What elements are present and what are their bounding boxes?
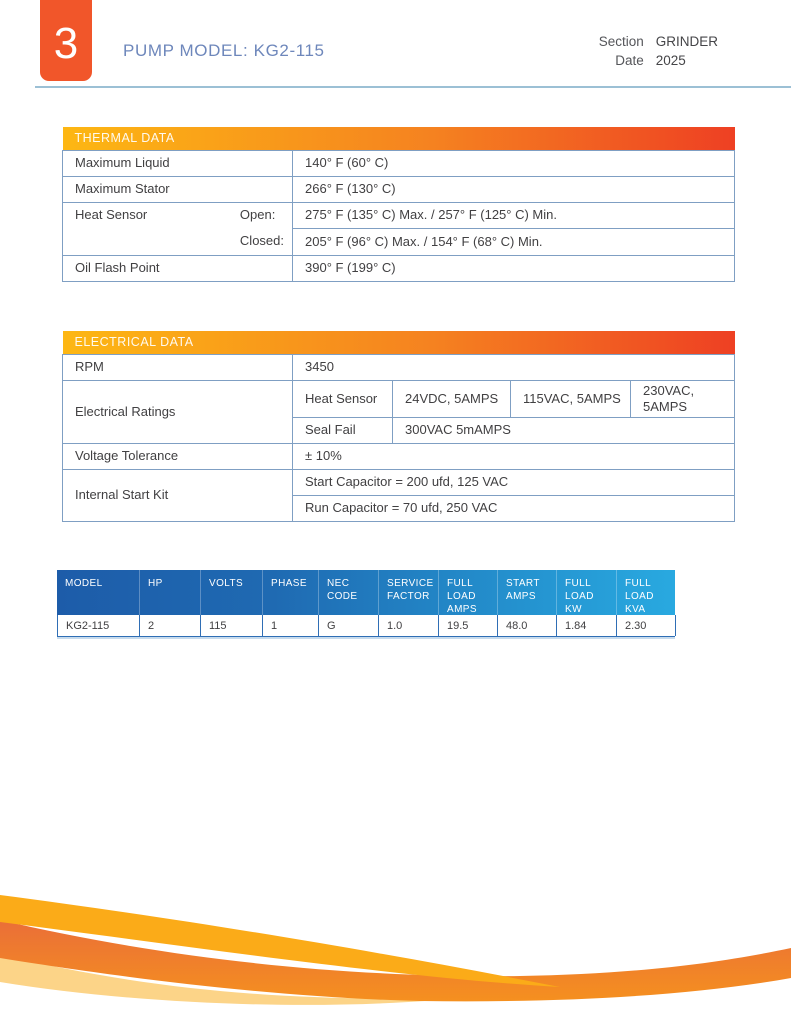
thermal-data-table bbox=[62, 127, 735, 282]
header-meta bbox=[599, 33, 718, 70]
open-label: Open: bbox=[239, 207, 276, 223]
oil-flash-label: Oil Flash Point bbox=[63, 255, 293, 281]
seal-fail-label: Seal Fail bbox=[293, 418, 393, 444]
column-header-model: MODEL bbox=[65, 578, 103, 589]
column-header-service-factor: SERVICE FACTOR bbox=[378, 570, 438, 615]
max-stator-label: Maximum Stator bbox=[63, 176, 293, 202]
start-capacitor-value: Start Capacitor = 200 ufd, 125 VAC bbox=[293, 470, 735, 496]
table-row bbox=[63, 176, 735, 202]
oil-flash-value: 390° F (199° C) bbox=[293, 255, 735, 281]
max-liquid-label: Maximum Liquid bbox=[63, 150, 293, 176]
table-row bbox=[63, 255, 735, 281]
column-header-full-load-kva: FULL LOAD KVA bbox=[616, 570, 675, 615]
volts-value: 115 bbox=[201, 615, 263, 636]
date-label: Date bbox=[615, 53, 644, 69]
table-row bbox=[63, 444, 735, 470]
heat-sensor-rating-2: 115VAC, 5AMPS bbox=[511, 380, 631, 418]
full-load-amps-value: 19.5 bbox=[439, 615, 498, 636]
table-row bbox=[63, 380, 735, 418]
run-capacitor-value: Run Capacitor = 70 ufd, 250 VAC bbox=[293, 496, 735, 522]
hp-value: 2 bbox=[140, 615, 201, 636]
heat-sensor-closed-value: 205° F (96° C) Max. / 154° F (68° C) Min. bbox=[293, 229, 735, 256]
electrical-data-table bbox=[62, 331, 735, 522]
date-value: 2025 bbox=[655, 53, 686, 69]
heat-sensor-label: Heat Sensor bbox=[75, 207, 148, 223]
page-title: PUMP MODEL: KG2-115 bbox=[123, 41, 325, 60]
closed-label: Closed: bbox=[239, 233, 284, 249]
wave-decoration bbox=[0, 844, 791, 1024]
column-header-hp: HP bbox=[139, 570, 200, 615]
table-row bbox=[63, 150, 735, 176]
column-header-nec-code: NEC CODE bbox=[318, 570, 378, 615]
heat-sensor-rating-label: Heat Sensor bbox=[293, 380, 393, 418]
seal-fail-value: 300VAC 5mAMPS bbox=[393, 418, 735, 444]
column-header-full-load-amps: FULL LOAD AMPS bbox=[438, 570, 497, 615]
column-header-full-load-kw: FULL LOAD KW bbox=[556, 570, 616, 615]
column-header-phase: PHASE bbox=[262, 570, 318, 615]
full-load-kw-value: 1.84 bbox=[557, 615, 617, 636]
thermal-data-header: THERMAL DATA bbox=[63, 127, 735, 150]
voltage-tolerance-label: Voltage Tolerance bbox=[63, 444, 293, 470]
rpm-value: 3450 bbox=[293, 354, 735, 380]
phase-value: 1 bbox=[263, 615, 319, 636]
motor-ratings-data-row bbox=[57, 615, 675, 637]
service-factor-value: 1.0 bbox=[379, 615, 439, 636]
section-label: Section bbox=[598, 34, 644, 49]
motor-ratings-table bbox=[57, 570, 675, 637]
table-row bbox=[63, 470, 735, 496]
table-row bbox=[63, 202, 735, 229]
electrical-ratings-label: Electrical Ratings bbox=[63, 380, 293, 444]
max-liquid-value: 140° F (60° C) bbox=[293, 150, 735, 176]
electrical-data-header: ELECTRICAL DATA bbox=[63, 331, 735, 354]
internal-start-kit-label: Internal Start Kit bbox=[63, 470, 293, 522]
voltage-tolerance-value: ± 10% bbox=[293, 444, 735, 470]
column-header-start-amps: START AMPS bbox=[497, 570, 556, 615]
full-load-kva-value: 2.30 bbox=[617, 615, 676, 636]
header-divider bbox=[35, 86, 791, 88]
section-number: 3 bbox=[53, 18, 79, 68]
nec-code-value: G bbox=[319, 615, 379, 636]
column-header-volts: VOLTS bbox=[200, 570, 262, 615]
heat-sensor-cell bbox=[63, 202, 293, 255]
heat-sensor-rating-1: 24VDC, 5AMPS bbox=[393, 380, 511, 418]
model-value: KG2-115 bbox=[58, 615, 140, 636]
rpm-label: RPM bbox=[63, 354, 293, 380]
start-amps-value: 48.0 bbox=[498, 615, 557, 636]
max-stator-value: 266° F (130° C) bbox=[293, 176, 735, 202]
section-value: GRINDER bbox=[655, 34, 718, 49]
table-row bbox=[63, 354, 735, 380]
heat-sensor-rating-3: 230VAC, 5AMPS bbox=[631, 380, 735, 418]
section-number-badge bbox=[40, 0, 92, 81]
motor-ratings-header-row bbox=[57, 570, 675, 615]
heat-sensor-open-value: 275° F (135° C) Max. / 257° F (125° C) Min. bbox=[293, 202, 735, 229]
